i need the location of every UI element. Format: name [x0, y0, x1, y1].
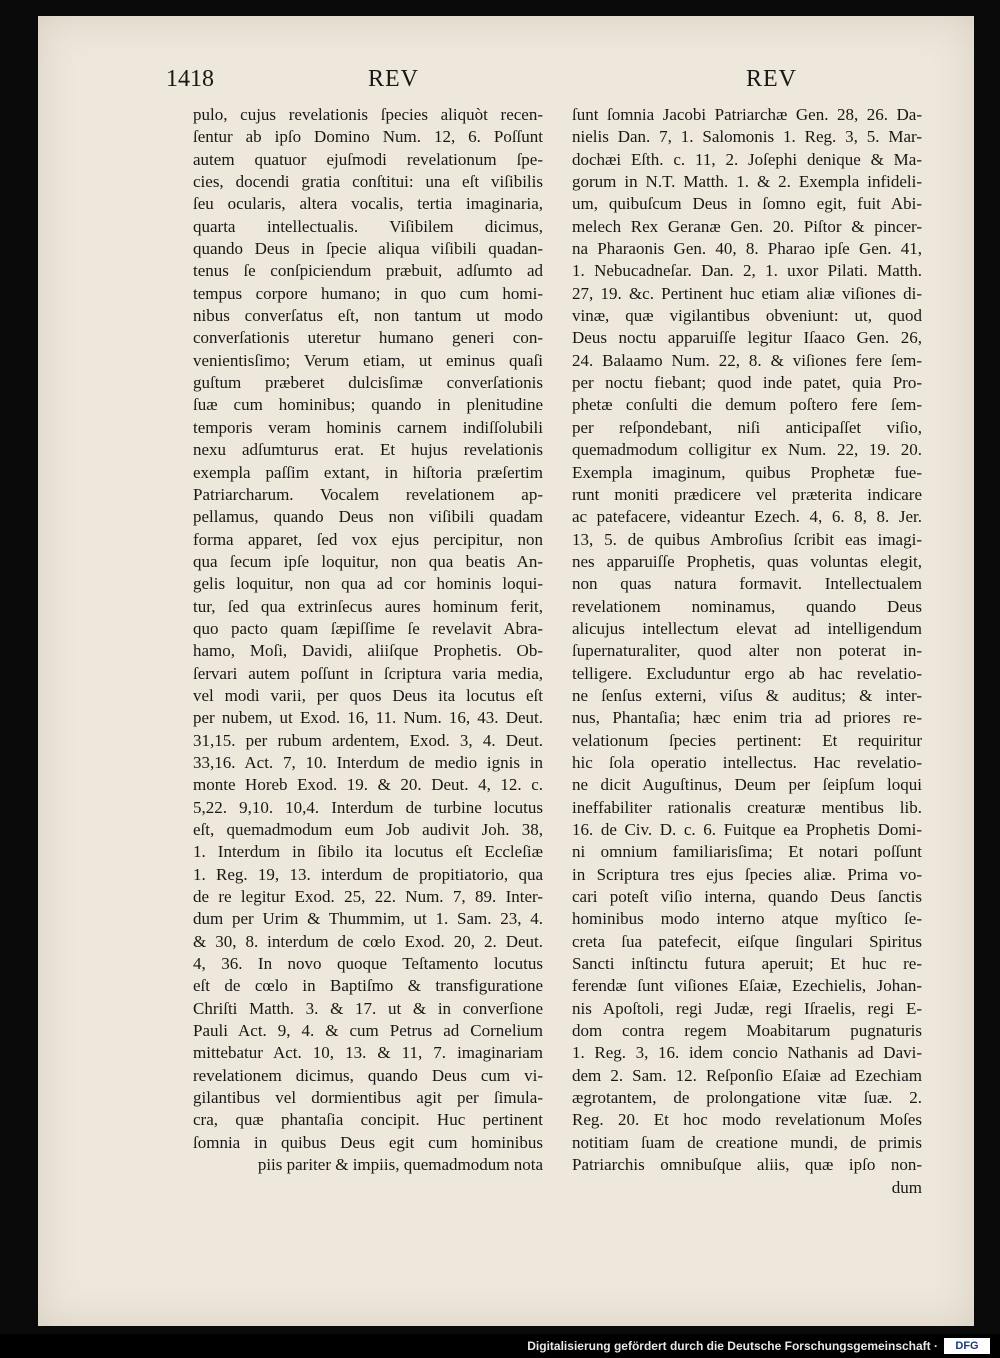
text-line: 16. de Civ. D. c. 6. Fuitque ea Prophetis Domi- — [572, 820, 922, 839]
text-line: in Scriptura tres ejus ſpecies aliæ. Prima vo- — [572, 864, 922, 884]
text-line: Exempla imaginum, quibus Prophetæ fue- — [572, 462, 922, 482]
text-line: pulo, cujus revelationis ſpecies aliquòt recen- — [193, 105, 543, 124]
text-line: ſeu ocularis, altera vocalis, tertia imaginaria, — [193, 194, 543, 214]
text-line: eſt de cœlo in Baptiſmo & transfiguratione — [193, 976, 543, 996]
text-line: per reſpondebant, niſi anticipaſſet viſio, — [572, 417, 922, 437]
text-line: pellamus, quando Deus non viſibili quadam — [193, 507, 543, 527]
text-line: tempus corpore humano; in quo cum homi- — [193, 283, 543, 303]
text-line: 1. Nebucadneſar. Dan. 2, 1. uxor Pilati. Matth. — [572, 261, 922, 281]
text-line: Reg. 20. Et hoc modo revelationum Moſes — [572, 1110, 922, 1130]
text-line: quarta intellectualis. Viſibilem dicimus, — [193, 216, 543, 236]
text-line: venientisſimo; Verum etiam, ut eminus quaſi — [193, 350, 543, 370]
text-line: dum per Urim & Thummim, ut 1. Sam. 23, 4. — [193, 909, 543, 929]
text-line: hominibus modo interno atque myſtico ſe- — [572, 909, 922, 929]
text-line: nexu adſumturus erat. Et hujus revelationis — [193, 440, 543, 460]
text-line: per nubem, ut Exod. 16, 11. Num. 16, 43. Deut. — [193, 708, 543, 728]
text-line: quemadmodum colligitur ex Num. 22, 19. 20. — [572, 440, 922, 460]
text-line: telligere. Excluduntur ergo ab hac revelatio- — [572, 663, 922, 683]
text-line: forma apparet, ſed vox ejus percipitur, non — [193, 529, 543, 549]
text-line: 4, 36. In novo quoque Teſtamento locutus — [193, 954, 543, 974]
text-line: na Pharaonis Gen. 40, 8. Pharao ipſe Gen. 41, — [572, 239, 922, 259]
funding-notice: Digitalisierung gefördert durch die Deutsche Forschungsgemeinschaft · — [527, 1339, 938, 1353]
text-line: nielis Dan. 7, 1. Salomonis 1. Reg. 3, 5. Mar- — [572, 127, 922, 147]
text-line: velationum ſpecies pertinent: Et requiritur — [572, 730, 922, 750]
text-line: monte Horeb Exod. 19. & 20. Deut. 4, 12. c. — [193, 775, 543, 795]
text-line: Pauli Act. 9, 4. & cum Petrus ad Cornelium — [193, 1021, 543, 1041]
text-line: quando Deus in ſpecie aliqua viſibili quadan- — [193, 239, 543, 259]
text-line: ſomnia in quibus Deus egit cum hominibus — [193, 1132, 543, 1152]
text-line: quo pacto quam ſæpiſſime ſe revelavit Abra- — [193, 618, 543, 638]
text-line: cra, quæ phantaſia concipit. Huc pertinent — [193, 1110, 543, 1130]
text-line: alicujus intellectum elevat ad intelligendum — [572, 618, 922, 638]
text-line: nis Apoſtoli, regi Judæ, regi Iſraelis, regi E- — [572, 998, 922, 1018]
text-line: runt moniti prædicere vel præterita indicare — [572, 484, 922, 504]
text-line: ſentur ab ipſo Domino Num. 12, 6. Poſſunt — [193, 127, 543, 147]
text-line: um, quibuſcum Deus in ſomno egit, fuit Abi- — [572, 194, 922, 214]
text-line: ægrotantem, de prolongatione vitæ ſuæ. 2. — [572, 1088, 922, 1108]
text-line: 27, 19. &c. Pertinent huc etiam aliæ viſiones di- — [572, 283, 922, 303]
text-line: Deus noctu apparuiſſe legitur Iſaaco Gen. 26, — [572, 328, 922, 348]
text-line: melech Rex Geranæ Gen. 20. Piſtor & pincer- — [572, 216, 922, 236]
text-line: 1. Reg. 19, 13. interdum de propitiatorio, qua — [193, 864, 543, 884]
text-line: ſupernaturaliter, quod alter non poterat in- — [572, 641, 922, 661]
text-line: exempla paſſim extant, in hiſtoria præſertim — [193, 462, 543, 482]
text-line: mittebatur Act. 10, 13. & 11, 7. imaginariam — [193, 1043, 543, 1063]
text-line: dom contra regem Moabitarum pugnaturis — [572, 1021, 922, 1041]
text-line: ſervari autem poſſunt in ſcriptura varia media, — [193, 663, 543, 683]
page-number: 1418 — [166, 66, 214, 92]
text-line: 33,16. Act. 7, 10. Interdum de medio ignis in — [193, 752, 543, 772]
text-line: tenus ſe conſpiciendum præbuit, adſumto ad — [193, 261, 543, 281]
text-line: notitiam ſuam de creatione mundi, de primis — [572, 1132, 922, 1152]
text-line: gilantibus vel dormientibus agit per ſimula- — [193, 1088, 543, 1108]
text-line: hamo, Moſi, Davidi, aliiſque Prophetis. Ob- — [193, 641, 543, 661]
text-line: autem quatuor ejuſmodi revelationum ſpe- — [193, 149, 543, 169]
text-line: dochæi Eſth. c. 11, 2. Joſephi denique & Ma- — [572, 149, 922, 169]
text-line: revelationem nominamus, quando Deus — [572, 596, 922, 616]
text-line: tur, ſed qua extrinſecus aures hominum ferit, — [193, 596, 543, 616]
text-line: ſuæ cum hominibus; quando in plenitudine — [193, 395, 543, 415]
text-line: Patriarchis omnibuſque aliis, quæ ipſo non- — [572, 1155, 922, 1175]
text-line: nibus converſatus eſt, non tantum ut modo — [193, 306, 543, 326]
text-line: Patriarcharum. Vocalem revelationem ap- — [193, 484, 543, 504]
text-line: nes apparuiſſe Prophetis, quas voluntas elegit, — [572, 551, 922, 571]
dfg-logo: DFG — [944, 1338, 990, 1354]
text-line: ac patefacere, videantur Ezech. 4, 6. 8, 8. Jer. — [572, 507, 922, 527]
text-line: gelis loquitur, non qua ad cor hominis loqui- — [193, 574, 543, 594]
text-line: cari poteſt viſio interna, quando Deus ſanctis — [572, 887, 922, 907]
text-line: vel modi varii, per quos Deus ita locutus eſt — [193, 685, 543, 705]
text-line: qua ſecum ipſe loquitur, non qua beatis An- — [193, 551, 543, 571]
text-line: ne ſenſus externi, viſus & auditus; & inter- — [572, 685, 922, 705]
text-line: 13, 5. de quibus Ambroſius ſcribit eas imagi- — [572, 529, 922, 549]
text-line: 24. Balaamo Num. 22, 8. & viſiones fere ſem- — [572, 350, 922, 370]
text-line: vinæ, quæ vigilantibus obveniunt: ut, quod — [572, 306, 922, 326]
text-line: phetæ conſulti die demum poſtero fere ſem- — [572, 395, 922, 415]
text-line: 31,15. per rubum ardentem, Exod. 3, 4. Deut. — [193, 730, 543, 750]
page-header — [38, 66, 974, 106]
text-line: & 30, 8. interdum de cœlo Exod. 20, 2. Deut. — [193, 931, 543, 951]
running-head-left: REV — [368, 66, 419, 92]
text-line: eſt, quemadmodum eum Job audivit Joh. 38, — [193, 820, 543, 839]
text-line: ineffabiliter rationalis creaturæ mentibus lib. — [572, 797, 922, 817]
book-page — [38, 16, 974, 1326]
running-head-right: REV — [746, 66, 797, 92]
text-line: dem 2. Sam. 12. Reſponſio Eſaiæ ad Ezechiam — [572, 1065, 922, 1085]
text-line: non quas natura formavit. Intellectualem — [572, 574, 922, 594]
left-text-column — [193, 104, 543, 1177]
text-line: 5,22. 9,10. 10,4. Interdum de turbine locutus — [193, 797, 543, 817]
right-text-column — [572, 104, 922, 1199]
text-line: nus, Phantaſia; hæc enim tria ad priores re- — [572, 708, 922, 728]
text-line: converſationis uteretur humano generi con- — [193, 328, 543, 348]
text-line: ni omnium familiarisſima; Et notari poſſunt — [572, 842, 922, 862]
text-line: 1. Interdum in ſibilo ita locutus eſt Eccleſiæ — [193, 842, 543, 862]
text-line: ſunt ſomnia Jacobi Patriarchæ Gen. 28, 26. Da- — [572, 105, 922, 124]
text-line: ferendæ ſunt viſiones Eſaiæ, Ezechielis, Johan- — [572, 976, 922, 996]
text-line: Chriſti Matth. 3. & 17. ut & in converſione — [193, 998, 543, 1018]
text-line: 1. Reg. 3, 16. idem concio Nathanis ad Davi- — [572, 1043, 922, 1063]
text-line: dum — [891, 1177, 922, 1197]
text-line: Sancti inſtinctu futura aperuit; Et huc re- — [572, 954, 922, 974]
text-line: revelationem dicimus, quando Deus cum vi- — [193, 1065, 543, 1085]
text-line: cies, docendi gratia conſtitui: una eſt viſibilis — [193, 172, 543, 192]
text-line: piis pariter & impiis, quemadmodum nota — [257, 1155, 543, 1175]
text-line: gorum in N.T. Matth. 1. & 2. Exempla infideli- — [572, 172, 922, 192]
text-line: guſtum præberet dulcisſimæ converſationis — [193, 373, 543, 393]
text-line: per noctu fiebant; quod inde patet, quia Pro- — [572, 373, 922, 393]
text-line: hic ſola operatio intellectus. Hac revelatio- — [572, 752, 922, 772]
text-line: temporis veram hominis carnem indiſſolubili — [193, 417, 543, 437]
digitization-footer — [0, 1334, 1000, 1358]
text-line: ne dicit Auguſtinus, Deum per ſeipſum loqui — [572, 775, 922, 795]
text-line: de re legitur Exod. 25, 22. Num. 7, 89. Inter- — [193, 887, 543, 907]
text-line: creta ſua patefecit, eiſque ſingulari Spiritus — [572, 931, 922, 951]
